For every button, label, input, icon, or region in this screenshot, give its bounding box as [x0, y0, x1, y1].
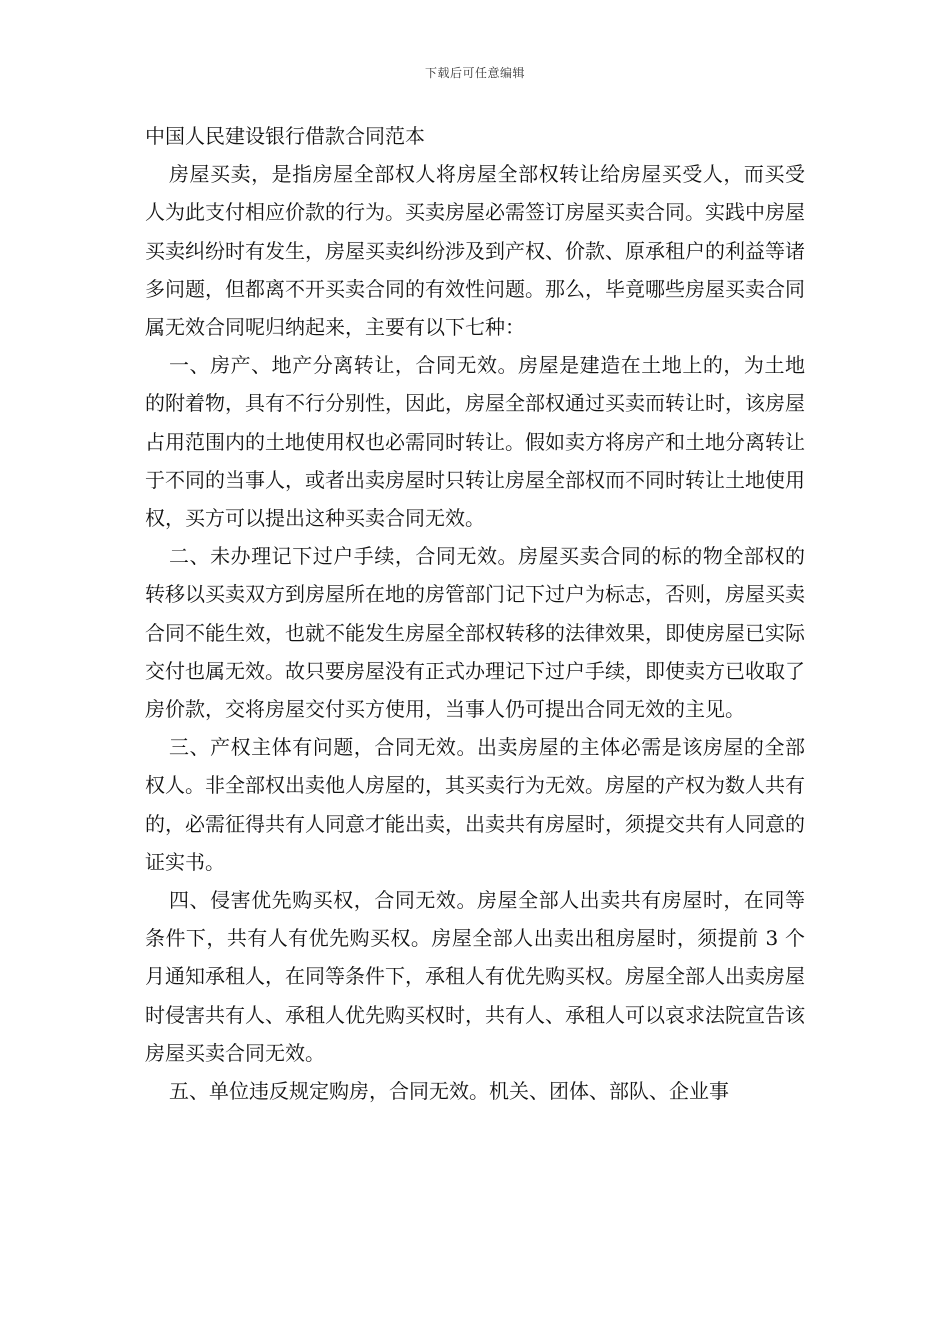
document-title: 中国人民建设银行借款合同范本: [145, 124, 425, 148]
document-body: [145, 117, 805, 1110]
paragraph-item-5: 五、单位违反规定购房，合同无效。机关、团体、部队、企业事: [169, 1079, 729, 1104]
paragraph-intro: 房屋买卖，是指房屋全部权人将房屋全部权转让给房屋买受人，而买受人为此支付相应价款的行为。买卖房屋必需签订房屋买卖合同。实践中房屋买卖纠纷时有发生，房屋买卖纠纷涉及到产权、价款、原承租户的利益等诸多问题，但都离不开买卖合同的有效性问题。那么，毕竟哪些房屋买卖合同属无效合同呢归纳起来，主要有以下七种：: [145, 162, 805, 340]
paragraph-item-1: 一、房产、地产分离转让，合同无效。房屋是建造在土地上的，为土地的附着物，具有不行分别性，因此，房屋全部权通过买卖而转让时，该房屋占用范围内的土地使用权也必需同时转让。假如卖方将房产和土地分离转让于不同的当事人，或者出卖房屋时只转让房屋全部权而不同时转让土地使用权，买方可以提出这种买卖合同无效。: [145, 353, 805, 531]
header-note: 下载后可任意编辑: [424, 66, 525, 80]
paragraph-item-3: 三、产权主体有问题，合同无效。出卖房屋的主体必需是该房屋的全部权人。非全部权出卖他人房屋的，其买卖行为无效。房屋的产权为数人共有的，必需征得共有人同意才能出卖，出卖共有房屋时，须提交共有人同意的证实书。: [145, 735, 805, 874]
paragraph-item-2: 二、未办理记下过户手续，合同无效。房屋买卖合同的标的物全部权的转移以买卖双方到房屋所在地的房管部门记下过户为标志，否则，房屋买卖合同不能生效，也就不能发生房屋全部权转移的法律效果，即使房屋已实际交付也属无效。故只要房屋没有正式办理记下过户手续，即使卖方已收取了房价款，交将房屋交付买方使用，当事人仍可提出合同无效的主见。: [145, 544, 805, 722]
paragraph-item-4: 四、侵害优先购买权，合同无效。房屋全部人出卖共有房屋时，在同等条件下，共有人有优先购买权。房屋全部人出卖出租房屋时，须提前 3 个月通知承租人，在同等条件下，承租人有优先购买权。房屋全部人出卖房屋时侵害共有人、承租人优先购买权时，共有人、承租人可以哀求法院宣告该房屋买卖合同无效。: [145, 888, 805, 1065]
